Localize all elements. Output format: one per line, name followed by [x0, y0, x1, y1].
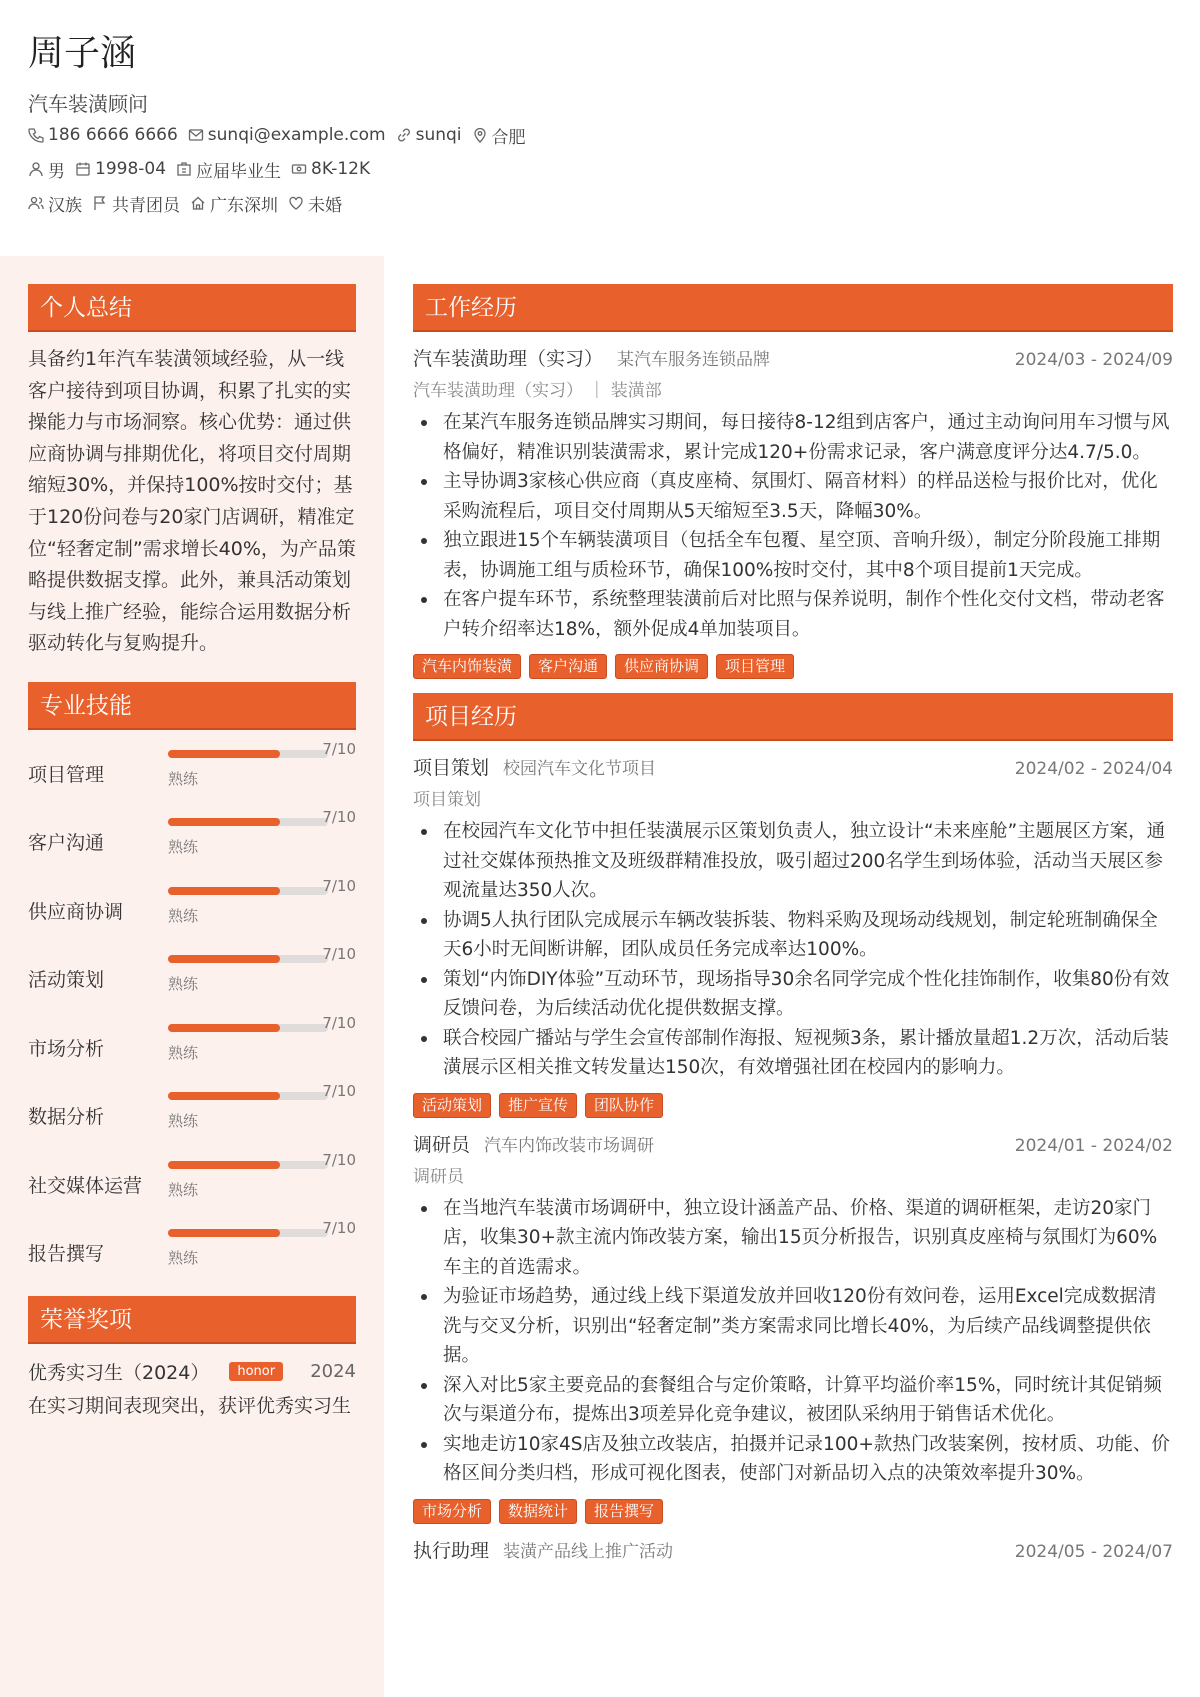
skill-name: 数据分析 [28, 1106, 105, 1129]
info-text: 1998-04 [95, 159, 167, 179]
skill-tag: 团队协作 [585, 1093, 663, 1118]
skill-bar [168, 1024, 328, 1032]
skill-name: 报告撰写 [28, 1243, 105, 1266]
bullet-item: 为验证市场趋势，通过线上线下渠道发放并回收120份有效问卷，运用Excel完成数据清洗与交叉分析，识别出“轻奢定制”类方案需求同比增长40%，为后续产品线调整提供依据。 [413, 1282, 1173, 1371]
honor-description: 在实习期间表现突出，获评优秀实习生 [28, 1394, 352, 1417]
skill-item [28, 1149, 356, 1218]
bullet-item: 在某汽车服务连锁品牌实习期间，每日接待8-12组到店客户，通过主动询问用车习惯与风格偏好，精准识别装潢需求，累计完成120+份需求记录，客户满意度评分达4.7/5.0。 [413, 408, 1173, 467]
skill-tag: 数据统计 [499, 1499, 577, 1524]
skill-bar-fill [168, 1024, 280, 1032]
info-item [75, 159, 166, 179]
bullet-item: 实地走访10家4S店及独立改装店，拍摄并记录100+款热门改装案例，按材质、功能、价格区间分类归档，形成可视化图表，使部门对新品切入点的决策效率提升30%。 [413, 1430, 1173, 1489]
skill-level: 熟练 [168, 1249, 199, 1268]
skill-tag: 供应商协调 [615, 654, 708, 679]
info-item [28, 157, 65, 182]
skills-heading: 专业技能 [28, 682, 356, 730]
phone-icon [28, 127, 44, 143]
skill-item [28, 1080, 356, 1149]
entry-role: 执行助理 [413, 1539, 490, 1562]
skill-level: 熟练 [168, 1112, 199, 1131]
work-heading: 工作经历 [413, 284, 1173, 332]
mail-icon [188, 127, 204, 143]
skill-bar [168, 1229, 328, 1237]
left-column [28, 284, 356, 1421]
heart-icon [288, 195, 304, 211]
calendar-icon [75, 161, 91, 177]
info-text: 应届毕业生 [196, 161, 282, 182]
bullet-item: 在客户提车环节，系统整理装潢前后对比照与保养说明，制作个性化交付文档，带动老客户转介绍率达18%，额外促成4单加装项目。 [413, 585, 1173, 644]
entry-organization: 汽车内饰改装市场调研 [484, 1135, 655, 1156]
skill-score: 7/10 [322, 1150, 356, 1169]
skill-name: 市场分析 [28, 1037, 105, 1060]
summary-text: 具备约1年汽车装潢领域经验，从一线客户接待到项目协调，积累了扎实的实操能力与市场洞察。核心优势：通过供应商协调与排期优化，将项目交付周期缩短30%，并保持100%按时交付；基于120份问卷与20家门店调研，精准定位“轻奢定制”需求增长40%，为产品策略提供数据支撑。此外，兼具活动策划与线上推广经验，能综合运用数据分析驱动转化与复购提升。 [28, 348, 356, 655]
info-text: sunqi [415, 125, 462, 145]
skill-item [28, 1217, 356, 1286]
skill-bar [168, 1092, 328, 1100]
skill-name: 项目管理 [28, 763, 105, 786]
info-item [291, 159, 370, 179]
skill-tag: 推广宣传 [499, 1093, 577, 1118]
entry-subtitle: 汽车装潢助理（实习） ｜ 装潢部 [413, 381, 662, 401]
right-column [413, 284, 1173, 1564]
entry-subtitle: 调研员 [413, 1166, 464, 1187]
skill-item [28, 875, 356, 944]
info-text: 男 [48, 161, 65, 182]
projects-heading: 项目经历 [413, 693, 1173, 741]
skill-item [28, 1012, 356, 1081]
info-item [472, 123, 526, 148]
link-icon [396, 127, 412, 143]
candidate-title: 汽车装潢顾问 [28, 92, 148, 116]
skill-name: 供应商协调 [28, 900, 124, 923]
entry-date: 2024/03 - 2024/09 [1014, 350, 1173, 370]
skill-bar-fill [168, 1161, 280, 1169]
entry-role: 调研员 [413, 1133, 471, 1156]
info-text: sunqi@example.com [207, 125, 386, 145]
info-text: 共青团员 [112, 195, 180, 216]
skill-level: 熟练 [168, 769, 199, 788]
info-text: 汉族 [48, 195, 82, 216]
bullet-item: 协调5人执行团队完成展示车辆改装拆装、物料采购及现场动线规划，制定轮班制确保全天6小时无间断讲解，团队成员任务完成率达100%。 [413, 906, 1173, 965]
skill-bar-fill [168, 750, 280, 758]
skill-score: 7/10 [322, 1013, 356, 1032]
skill-tag: 市场分析 [413, 1499, 491, 1524]
skill-score: 7/10 [322, 1082, 356, 1101]
location-icon [472, 127, 488, 143]
candidate-name: 周子涵 [28, 33, 137, 74]
skill-level: 熟练 [168, 906, 199, 925]
work-entries [413, 344, 1173, 679]
project-entry [413, 753, 1173, 1118]
building-icon [176, 161, 192, 177]
skill-bar-fill [168, 955, 280, 963]
skill-bar-fill [168, 887, 280, 895]
info-item [396, 125, 462, 145]
flag-icon [92, 195, 108, 211]
entry-header [413, 1130, 1173, 1158]
entry-header [413, 1536, 1173, 1564]
skill-bar-fill [168, 1229, 280, 1237]
skill-item [28, 943, 356, 1012]
summary-heading: 个人总结 [28, 284, 356, 332]
info-item [288, 191, 342, 216]
skill-level: 熟练 [168, 975, 199, 994]
skill-score: 7/10 [322, 808, 356, 827]
skill-score: 7/10 [322, 945, 356, 964]
info-text: 合肥 [491, 127, 526, 148]
skill-name: 客户沟通 [28, 832, 105, 855]
info-item [190, 191, 278, 216]
skill-level: 熟练 [168, 1043, 199, 1062]
skill-tag: 客户沟通 [529, 654, 607, 679]
info-item [176, 157, 281, 182]
bullet-item: 在校园汽车文化节中担任装潢展示区策划负责人，独立设计“未来座舱”主题展区方案，通过社交媒体预热推文及班级群精准投放，吸引超过200名学生到场体验，活动当天展区参观流量达350人次。 [413, 817, 1173, 906]
entry-organization: 校园汽车文化节项目 [503, 759, 657, 779]
project-entry [413, 1130, 1173, 1524]
skill-tag: 项目管理 [716, 654, 794, 679]
bullet-item: 深入对比5家主要竞品的套餐组合与定价策略，计算平均溢价率15%，同时统计其促销频次与渠道分布，提炼出3项差异化竞争建议，被团队采纳用于销售话术优化。 [413, 1371, 1173, 1430]
entry-organization: 装潢产品线上推广活动 [503, 1541, 674, 1562]
skill-tag: 活动策划 [413, 1093, 491, 1118]
entry-bullets [413, 408, 1173, 644]
skill-score: 7/10 [322, 739, 356, 758]
entry-date: 2024/02 - 2024/04 [1014, 759, 1173, 779]
skill-tag: 汽车内饰装潢 [413, 654, 521, 679]
basic-info-row [28, 152, 1168, 186]
skill-name: 社交媒体运营 [28, 1174, 143, 1197]
entry-bullets [413, 1194, 1173, 1489]
info-text: 未婚 [308, 195, 342, 216]
honor-item [28, 1358, 356, 1385]
bullet-item: 主导协调3家核心供应商（真皮座椅、氛围灯、隔音材料）的样品送检与报价比对，优化采购流程后，项目交付周期从5天缩短至3.5天，降幅30%。 [413, 467, 1173, 526]
home-icon [190, 195, 206, 211]
user-icon [28, 161, 44, 177]
entry-bullets [413, 817, 1173, 1083]
entry-role: 汽车装潢助理（实习） [413, 348, 604, 370]
skill-level: 熟练 [168, 838, 199, 857]
info-text: 广东深圳 [210, 195, 278, 216]
entry-subtitle: 项目策划 [413, 790, 481, 810]
skill-bar [168, 1161, 328, 1169]
project-entry [413, 1536, 1173, 1564]
bullet-item: 独立跟进15个车辆装潢项目（包括全车包覆、星空顶、音响升级），制定分阶段施工排期表，协调施工组与质检环节，确保100%按时交付，其中8个项目提前1天完成。 [413, 526, 1173, 585]
skill-item [28, 738, 356, 807]
project-entries [413, 753, 1173, 1564]
entry-date: 2024/05 - 2024/07 [1014, 1541, 1173, 1562]
personal-info-row [28, 186, 1168, 220]
entry-date: 2024/01 - 2024/02 [1014, 1135, 1173, 1156]
honor-year: 2024 [310, 1360, 356, 1382]
entry-organization: 某汽车服务连锁品牌 [617, 350, 771, 370]
people-icon [28, 195, 44, 211]
resume-header [28, 28, 1168, 248]
skill-bar-fill [168, 1092, 280, 1100]
honor-badge: honor [229, 1362, 283, 1381]
honor-name: 优秀实习生（2024） [28, 1361, 210, 1384]
skill-bar [168, 887, 328, 895]
bullet-item: 策划“内饰DIY体验”互动环节，现场指导30余名同学完成个性化挂饰制作，收集80份有效反馈问卷，为后续活动优化提供数据支撑。 [413, 965, 1173, 1024]
bullet-item: 联合校园广播站与学生会宣传部制作海报、短视频3条，累计播放量超1.2万次，活动后装潢展示区相关推文转发量达150次，有效增强社团在校园内的影响力。 [413, 1024, 1173, 1083]
entry-tags [413, 654, 1173, 679]
info-item [188, 125, 386, 145]
skill-name: 活动策划 [28, 969, 105, 992]
skill-bar [168, 818, 328, 826]
entry-role: 项目策划 [413, 757, 490, 779]
entry-header [413, 753, 1173, 781]
skill-tag: 报告撰写 [585, 1499, 663, 1524]
skill-bar [168, 955, 328, 963]
skill-score: 7/10 [322, 1219, 356, 1238]
honors-heading: 荣誉奖项 [28, 1296, 356, 1344]
skill-level: 熟练 [168, 1180, 199, 1199]
info-item [28, 125, 178, 145]
entry-header [413, 344, 1173, 372]
money-icon [291, 161, 307, 177]
entry-tags [413, 1093, 1173, 1118]
info-text: 186 6666 6666 [48, 125, 178, 145]
bullet-item: 在当地汽车装潢市场调研中，独立设计涵盖产品、价格、渠道的调研框架，走访20家门店，收集30+款主流内饰改装方案，输出15页分析报告，识别真皮座椅与氛围灯为60%车主的首选需求。 [413, 1194, 1173, 1283]
info-item [92, 191, 180, 216]
skill-list [28, 738, 356, 1286]
skill-item [28, 806, 356, 875]
contact-row [28, 118, 1168, 152]
work-entry [413, 344, 1173, 679]
skill-score: 7/10 [322, 876, 356, 895]
skill-bar [168, 750, 328, 758]
info-item [28, 191, 82, 216]
info-text: 8K-12K [311, 159, 371, 179]
skill-bar-fill [168, 818, 280, 826]
entry-tags [413, 1499, 1173, 1524]
